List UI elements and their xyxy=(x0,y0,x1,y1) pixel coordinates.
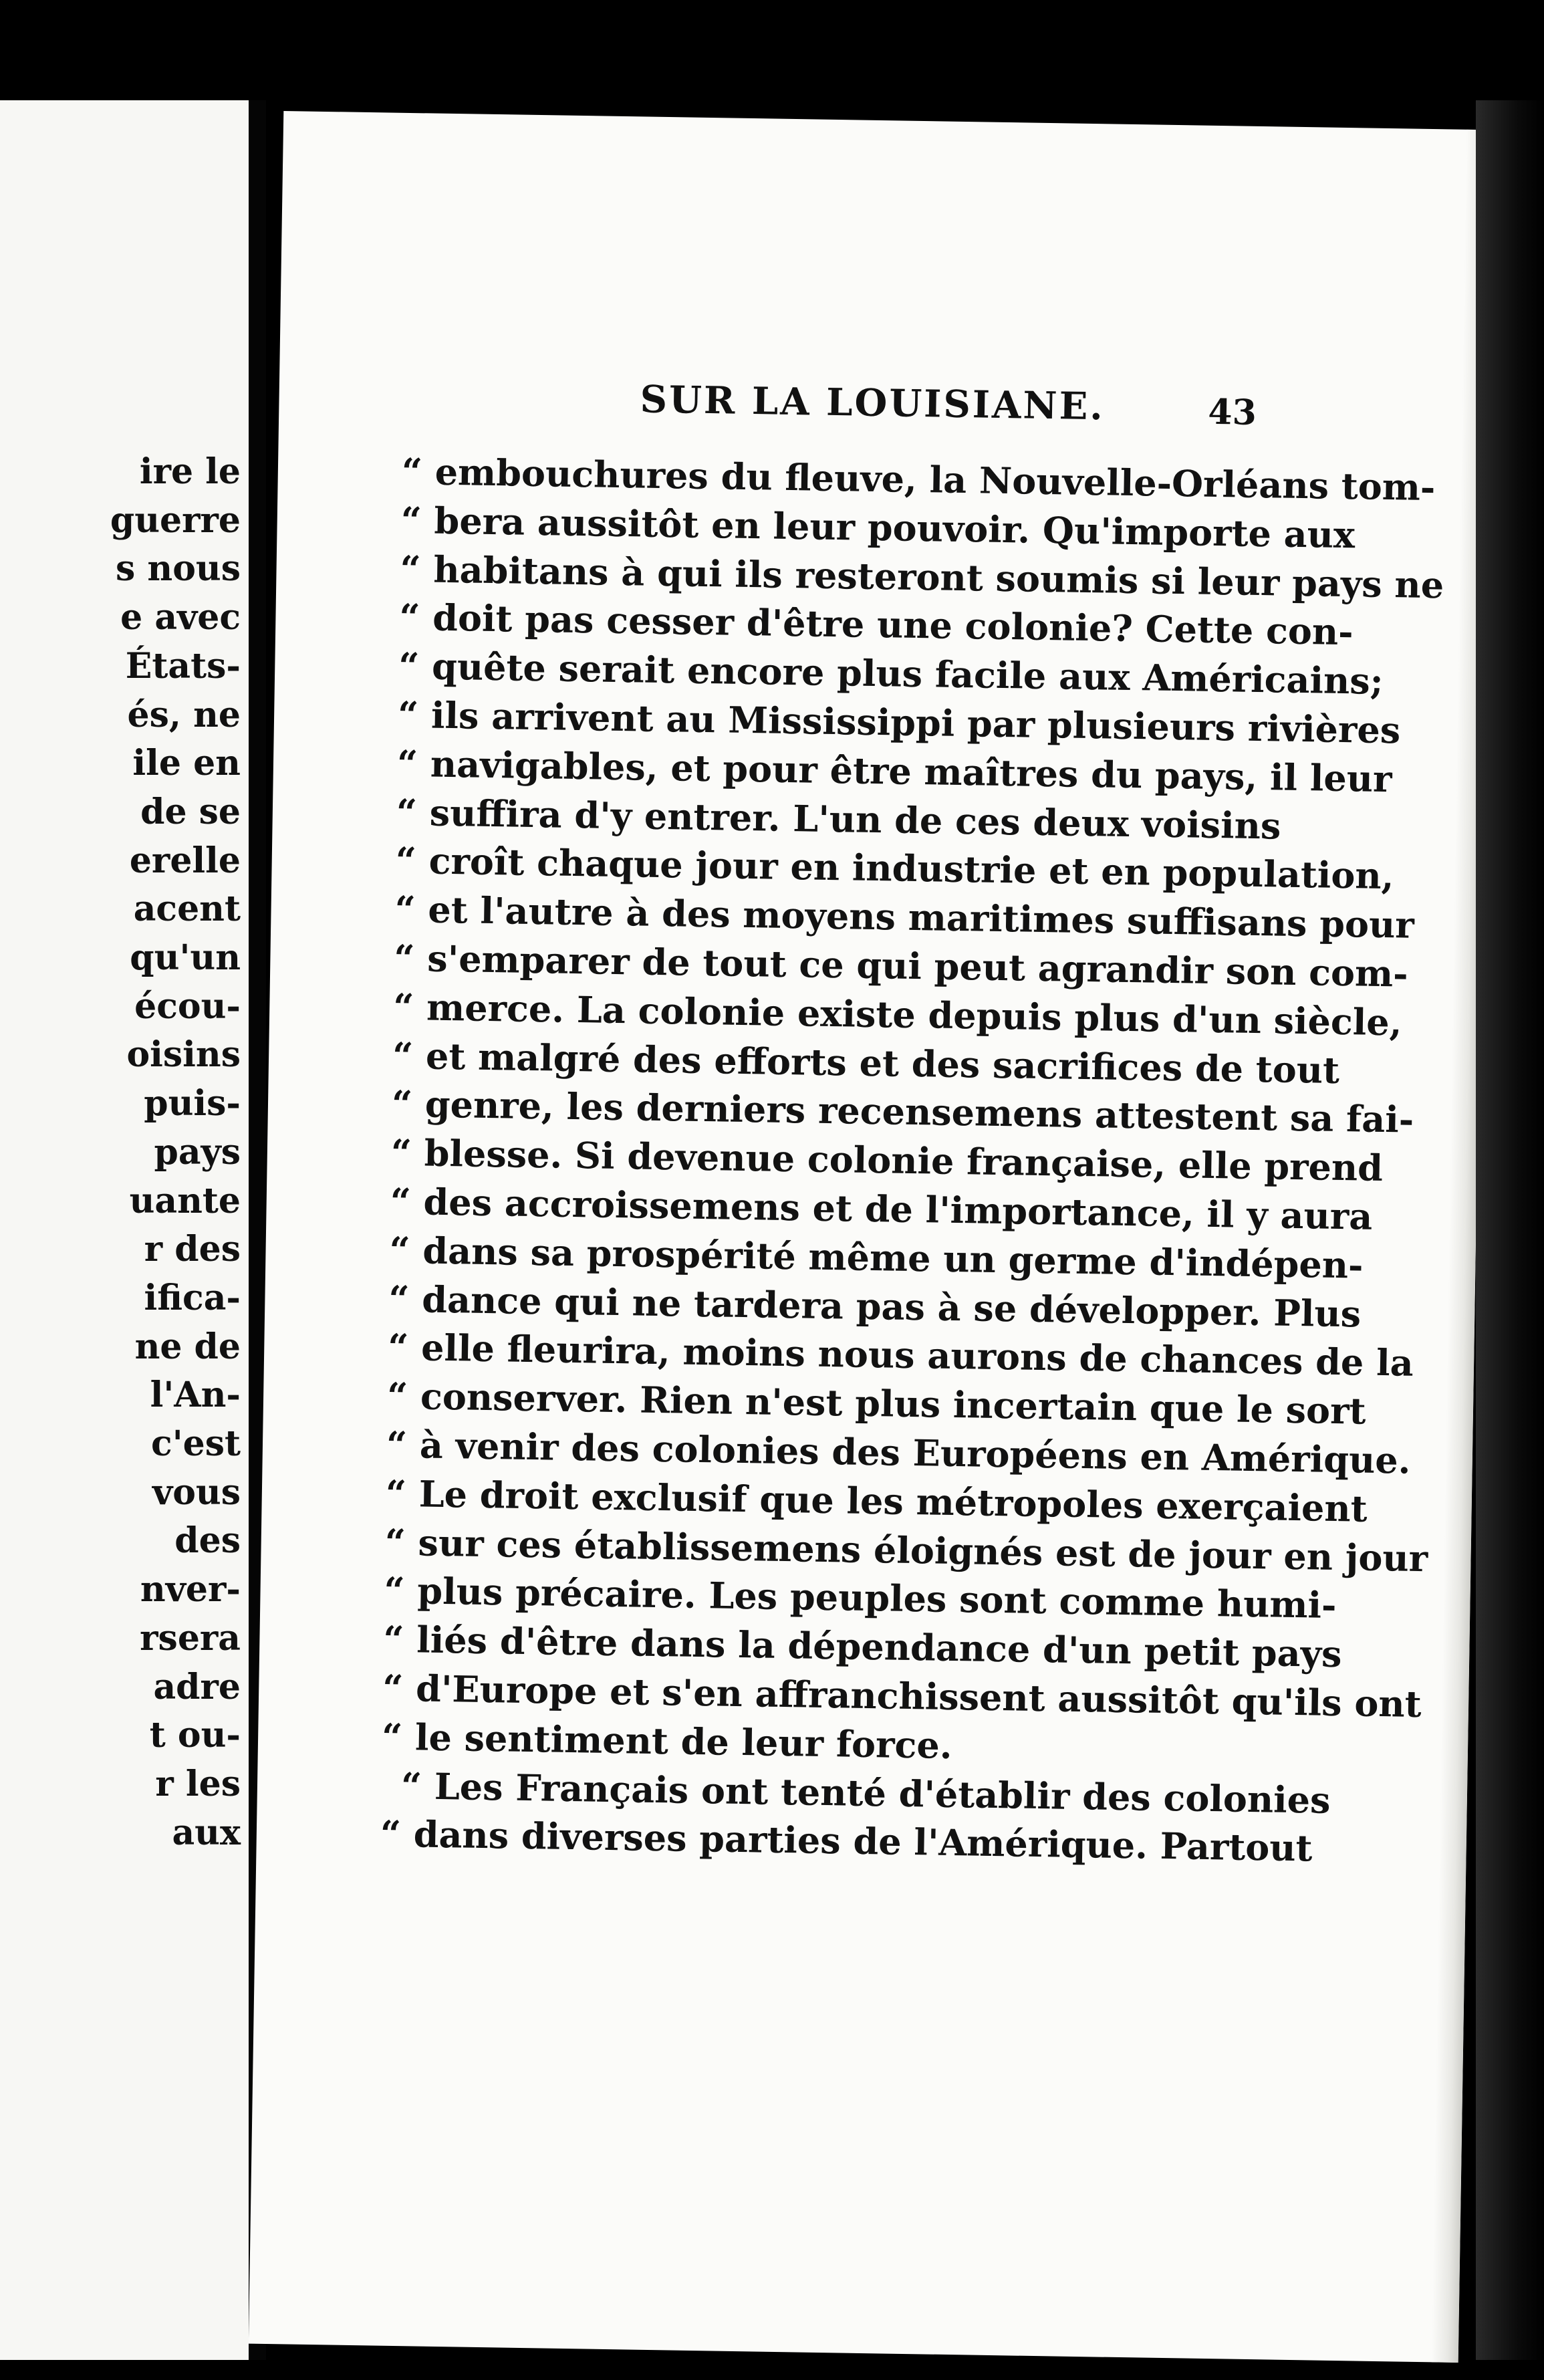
text-line: “ liés d'être dans la dépendance d'un petit pays xyxy=(382,1617,1342,1676)
text-line: “ sur ces établissemens éloignés est de jour en jour xyxy=(384,1520,1428,1580)
previous-page-line: écou- xyxy=(134,985,241,1027)
previous-page-line: r des xyxy=(144,1229,241,1270)
text-line: “ navigables, et pour être maîtres du pays, il leur xyxy=(396,741,1392,800)
page-header xyxy=(279,372,1376,449)
text-line: “ dans sa prospérité même un germe d'indépen- xyxy=(389,1228,1364,1287)
text-line: “ dans diverses parties de l'Amérique. Partout xyxy=(380,1812,1313,1870)
text-line: “ à venir des colonies des Européens en Amérique. xyxy=(386,1423,1411,1482)
text-line: “ et malgré des efforts et des sacrifices de tout xyxy=(392,1034,1340,1092)
previous-page-line: de se xyxy=(140,791,241,832)
previous-page-line: ire le xyxy=(139,451,241,492)
text-line: “ embouchures du fleuve, la Nouvelle-Orléans tom- xyxy=(401,449,1436,509)
previous-page-text xyxy=(110,448,241,1857)
previous-page-line: États- xyxy=(125,645,241,687)
running-head: SUR LA LOUISIANE. xyxy=(640,377,1106,429)
previous-page-line: pays xyxy=(154,1131,241,1173)
previous-page-line: acent xyxy=(133,888,241,930)
text-line: “ habitans à qui ils resteront soumis si leur pays ne xyxy=(400,547,1444,606)
previous-page-line: ne de xyxy=(134,1326,241,1367)
previous-page-line: erelle xyxy=(129,840,241,881)
text-line: “ suffira d'y entrer. L'un de ces deux voisins xyxy=(396,790,1281,848)
previous-page-line: puis- xyxy=(144,1083,241,1124)
text-line: “ merce. La colonie existe depuis plus d'un siècle, xyxy=(392,985,1402,1044)
text-line: “ ils arrivent au Mississippi par plusieurs rivières xyxy=(397,693,1401,752)
text-line: “ genre, les derniers recensemens attestent sa fai- xyxy=(391,1082,1414,1142)
previous-page-fragment xyxy=(0,100,249,2360)
previous-page-line: des xyxy=(174,1520,241,1562)
previous-page-line: guerre xyxy=(110,499,241,541)
text-line: “ Le droit exclusif que les métropoles exerçaient xyxy=(385,1471,1368,1530)
text-line: “ dance qui ne tardera pas à se développer. Plus xyxy=(388,1277,1362,1336)
previous-page-line: ile en xyxy=(132,743,241,784)
right-margin-shadow xyxy=(1476,100,1544,2360)
text-line: “ et l'autre à des moyens maritimes suffisans pour xyxy=(394,887,1415,947)
previous-page-line: rsera xyxy=(140,1617,241,1659)
page-number: 43 xyxy=(1207,391,1257,433)
text-line: “ d'Europe et s'en affranchissent aussitôt qu'ils ont xyxy=(382,1666,1422,1726)
text-line: “ Les Français ont tenté d'établir des colonies xyxy=(400,1764,1331,1822)
previous-page-line: és, ne xyxy=(127,694,241,735)
previous-page-line: qu'un xyxy=(130,937,241,979)
previous-page-line: uante xyxy=(129,1180,241,1221)
previous-page-line: aux xyxy=(172,1812,241,1853)
previous-page-line: ifica- xyxy=(144,1277,241,1318)
text-line: “ des accroissemens et de l'importance, il y aura xyxy=(390,1179,1373,1238)
text-line: “ quête serait encore plus facile aux Américains; xyxy=(398,644,1384,703)
text-line: “ croît chaque jour en industrie et en population, xyxy=(395,839,1394,898)
text-line: “ elle fleurira, moins nous aurons de chances de la xyxy=(387,1326,1414,1385)
previous-page-line: l'An- xyxy=(150,1375,241,1416)
text-line: “ doit pas cesser d'être une colonie? Cette con- xyxy=(398,596,1354,654)
previous-page-line: oisins xyxy=(126,1034,241,1076)
text-line: “ s'emparer de tout ce qui peut agrandir son com- xyxy=(393,936,1409,995)
previous-page-line: e avec xyxy=(120,597,241,638)
book-page xyxy=(249,111,1493,2363)
text-line: “ plus précaire. Les peuples sont comme humi- xyxy=(384,1568,1337,1627)
previous-page-line: adre xyxy=(153,1666,241,1707)
text-line: “ bera aussitôt en leur pouvoir. Qu'importe aux xyxy=(400,498,1356,557)
page-body-text xyxy=(380,447,1444,1871)
previous-page-line: s nous xyxy=(116,548,241,590)
previous-page-line: r les xyxy=(155,1763,241,1804)
previous-page-line: c'est xyxy=(151,1423,241,1465)
previous-page-line: vous xyxy=(152,1471,241,1513)
text-line: “ blesse. Si devenue colonie française, elle prend xyxy=(390,1130,1384,1190)
previous-page-line: t ou- xyxy=(149,1715,241,1756)
text-line: “ le sentiment de leur force. xyxy=(381,1715,953,1767)
previous-page-line: nver- xyxy=(140,1569,241,1611)
text-line: “ conserver. Rien n'est plus incertain que le sort xyxy=(386,1374,1367,1433)
